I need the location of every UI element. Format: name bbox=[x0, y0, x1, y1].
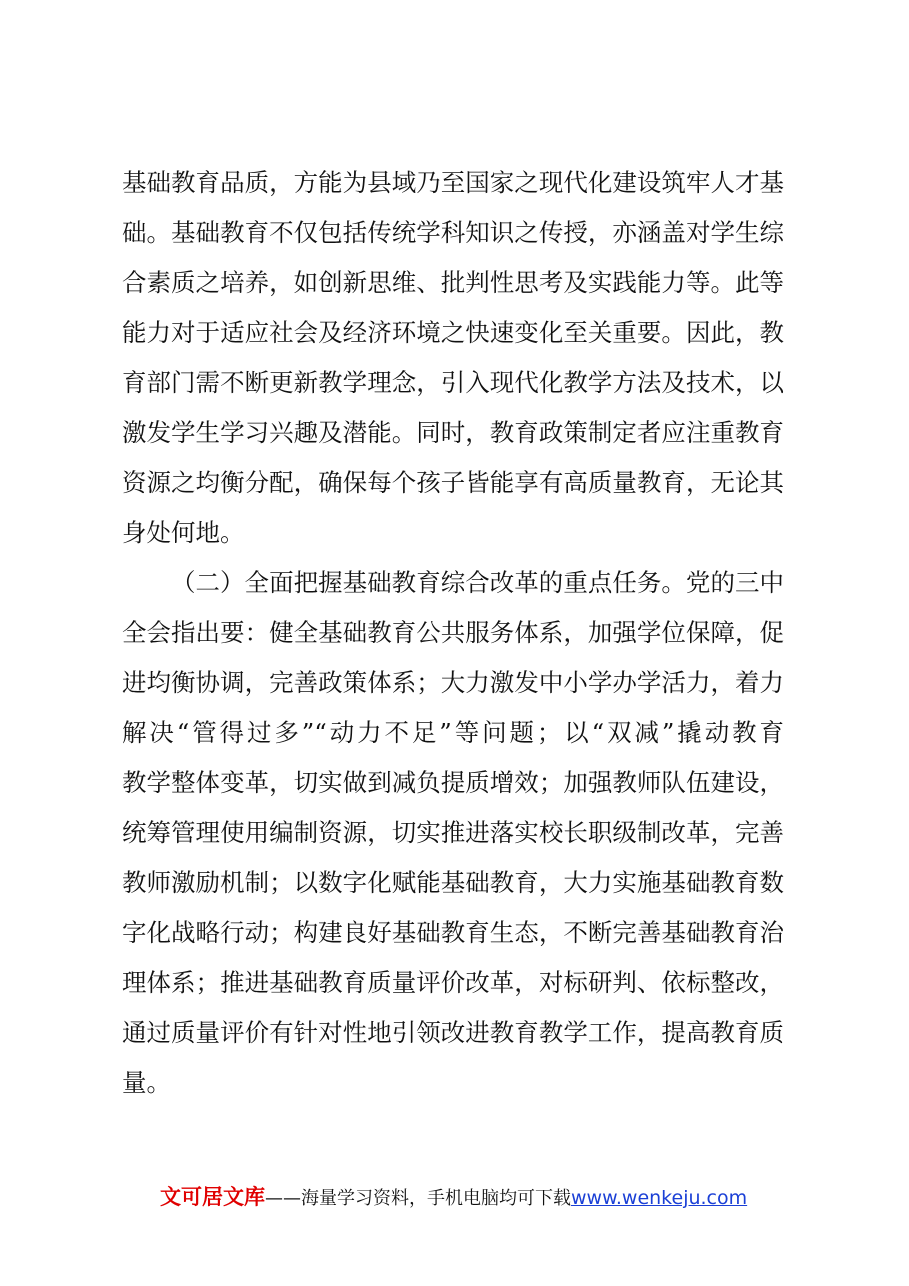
text-line: 进均衡协调，完善政策体系；大力激发中小学办学活力，着力 bbox=[122, 668, 784, 697]
text-line: 础。基础教育不仅包括传统学科知识之传授，亦涵盖对学生综 bbox=[122, 218, 784, 247]
text-line: 身处何地。 bbox=[122, 518, 245, 547]
text-line: 育部门需不断更新教学理念，引入现代化教学方法及技术，以 bbox=[122, 368, 784, 397]
section-heading-line: （二）全面把握基础教育综合改革的重点任务。党的三中 bbox=[171, 568, 784, 597]
brand-name: 文可居文库 bbox=[160, 1185, 265, 1209]
text-line: 合素质之培养，如创新思维、批判性思考及实践能力等。此等 bbox=[122, 268, 784, 297]
footer-banner bbox=[160, 1184, 747, 1212]
text-line: 解决“管得过多”“动力不足”等问题；以“双减”撬动教育 bbox=[122, 718, 784, 747]
footer-slogan: ——海量学习资料，手机电脑均可下载 bbox=[265, 1188, 571, 1209]
text-line: 能力对于适应社会及经济环境之快速变化至关重要。因此，教 bbox=[122, 318, 784, 347]
text-line: 通过质量评价有针对性地引领改进教育教学工作，提高教育质 bbox=[122, 1018, 784, 1047]
text-line: 字化战略行动；构建良好基础教育生态，不断完善基础教育治 bbox=[122, 918, 784, 947]
text-line: 理体系；推进基础教育质量评价改革，对标研判、依标整改， bbox=[122, 968, 784, 997]
document-body bbox=[122, 158, 784, 1108]
site-link[interactable]: www.wenkeju.com bbox=[571, 1187, 748, 1209]
text-line: 基础教育品质，方能为县域乃至国家之现代化建设筑牢人才基 bbox=[122, 168, 784, 197]
text-line: 统筹管理使用编制资源，切实推进落实校长职级制改革，完善 bbox=[122, 818, 784, 847]
text-line: 全会指出要：健全基础教育公共服务体系，加强学位保障，促 bbox=[122, 618, 784, 647]
text-line: 教学整体变革，切实做到减负提质增效；加强教师队伍建设， bbox=[122, 768, 784, 797]
text-line: 量。 bbox=[122, 1068, 171, 1097]
text-line: 教师激励机制；以数字化赋能基础教育，大力实施基础教育数 bbox=[122, 868, 784, 897]
text-line: 激发学生学习兴趣及潜能。同时，教育政策制定者应注重教育 bbox=[122, 418, 784, 447]
text-line: 资源之均衡分配，确保每个孩子皆能享有高质量教育，无论其 bbox=[122, 468, 784, 497]
